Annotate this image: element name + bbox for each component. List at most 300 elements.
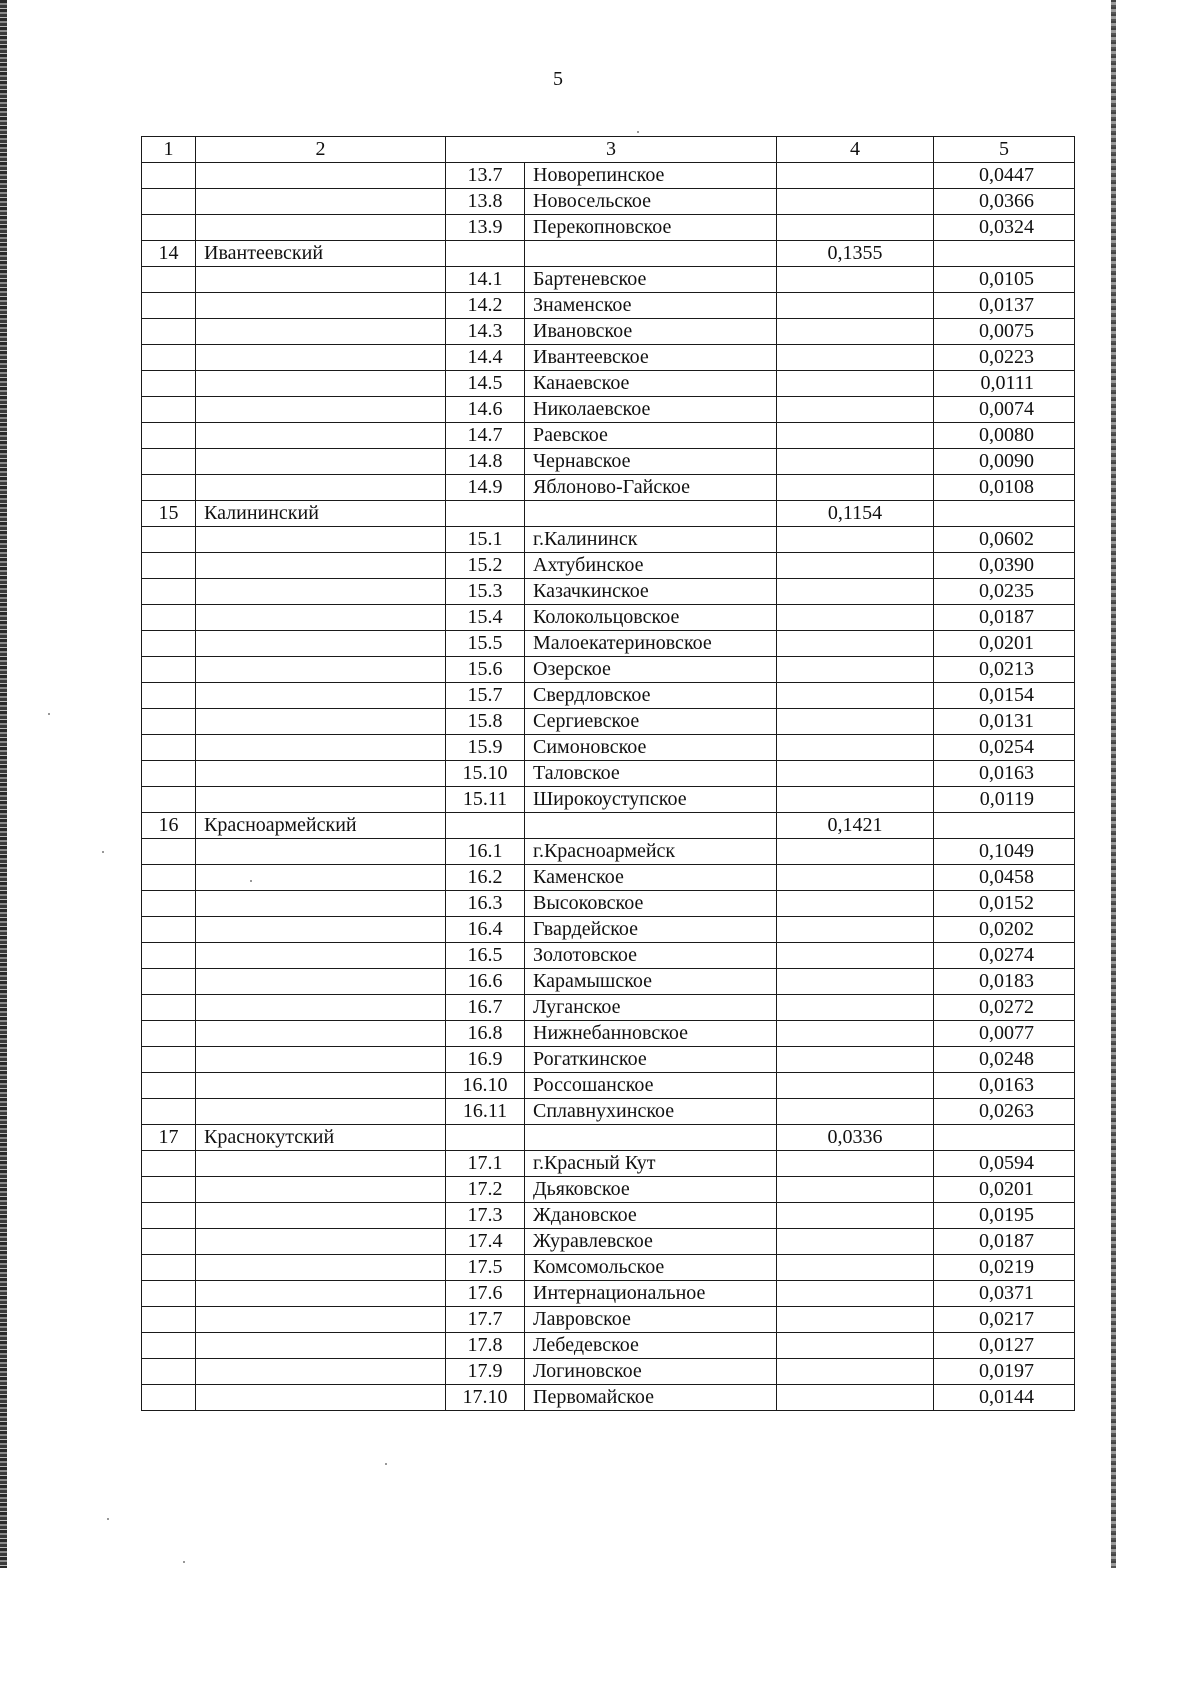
- settlement-value-cell: 0,0127: [934, 1333, 1075, 1359]
- empty-cell: [777, 527, 934, 553]
- settlement-number-cell: 17.4: [446, 1229, 525, 1255]
- settlement-value-cell: 0,0075: [934, 319, 1075, 345]
- settlement-name-cell: Рогаткинское: [525, 1047, 777, 1073]
- settlement-value-cell: 0,0458: [934, 865, 1075, 891]
- settlement-row: [142, 917, 1075, 943]
- settlement-number-cell: 16.5: [446, 943, 525, 969]
- empty-cell: [142, 839, 196, 865]
- empty-cell: [777, 631, 934, 657]
- empty-cell: [777, 1229, 934, 1255]
- settlement-number-cell: 17.7: [446, 1307, 525, 1333]
- settlement-row: [142, 345, 1075, 371]
- empty-cell: [777, 943, 934, 969]
- settlement-number-cell: 14.4: [446, 345, 525, 371]
- empty-cell: [446, 1125, 525, 1151]
- settlement-number-cell: 16.7: [446, 995, 525, 1021]
- district-row: [142, 1125, 1075, 1151]
- empty-cell: [777, 319, 934, 345]
- empty-cell: [777, 1073, 934, 1099]
- settlement-row: [142, 683, 1075, 709]
- settlement-row: [142, 631, 1075, 657]
- settlement-row: [142, 215, 1075, 241]
- empty-cell: [196, 657, 446, 683]
- settlement-value-cell: 0,0223: [934, 345, 1075, 371]
- empty-cell: [142, 397, 196, 423]
- empty-cell: [142, 345, 196, 371]
- settlement-number-cell: 15.4: [446, 605, 525, 631]
- settlement-row: [142, 1073, 1075, 1099]
- settlement-name-cell: Широкоуступское: [525, 787, 777, 813]
- empty-cell: [777, 189, 934, 215]
- page-number: 5: [553, 68, 563, 90]
- empty-cell: [525, 241, 777, 267]
- settlement-number-cell: 17.3: [446, 1203, 525, 1229]
- settlement-number-cell: 13.9: [446, 215, 525, 241]
- settlement-name-cell: Раевское: [525, 423, 777, 449]
- settlement-value-cell: 0,0235: [934, 579, 1075, 605]
- settlement-number-cell: 13.8: [446, 189, 525, 215]
- empty-cell: [142, 319, 196, 345]
- settlement-name-cell: Россошанское: [525, 1073, 777, 1099]
- empty-cell: [142, 1307, 196, 1333]
- empty-cell: [777, 1281, 934, 1307]
- empty-cell: [777, 371, 934, 397]
- settlement-number-cell: 17.10: [446, 1385, 525, 1411]
- empty-cell: [142, 787, 196, 813]
- settlement-row: [142, 475, 1075, 501]
- district-name-cell: Калининский: [196, 501, 446, 527]
- settlement-name-cell: Каменское: [525, 865, 777, 891]
- settlement-value-cell: 0,0217: [934, 1307, 1075, 1333]
- settlement-number-cell: 17.8: [446, 1333, 525, 1359]
- empty-cell: [196, 579, 446, 605]
- settlement-row: [142, 1047, 1075, 1073]
- settlement-row: [142, 1151, 1075, 1177]
- empty-cell: [142, 215, 196, 241]
- settlement-number-cell: 16.8: [446, 1021, 525, 1047]
- empty-cell: [777, 475, 934, 501]
- empty-cell: [196, 1099, 446, 1125]
- settlement-name-cell: Николаевское: [525, 397, 777, 423]
- district-number-cell: 15: [142, 501, 196, 527]
- empty-cell: [142, 1021, 196, 1047]
- settlement-value-cell: 0,0077: [934, 1021, 1075, 1047]
- settlement-row: [142, 1203, 1075, 1229]
- empty-cell: [142, 1281, 196, 1307]
- settlement-row: [142, 1333, 1075, 1359]
- empty-cell: [777, 1385, 934, 1411]
- empty-cell: [142, 553, 196, 579]
- settlement-value-cell: 0,0263: [934, 1099, 1075, 1125]
- settlement-number-cell: 16.2: [446, 865, 525, 891]
- empty-cell: [777, 1047, 934, 1073]
- settlement-name-cell: Сергиевское: [525, 709, 777, 735]
- settlement-name-cell: Канаевское: [525, 371, 777, 397]
- empty-cell: [142, 1073, 196, 1099]
- settlement-number-cell: 16.1: [446, 839, 525, 865]
- settlement-row: [142, 709, 1075, 735]
- empty-cell: [142, 1099, 196, 1125]
- district-name-cell: Ивантеевский: [196, 241, 446, 267]
- settlement-row: [142, 761, 1075, 787]
- settlement-name-cell: Симоновское: [525, 735, 777, 761]
- scan-speck: [48, 713, 50, 715]
- empty-cell: [142, 1359, 196, 1385]
- empty-cell: [142, 1333, 196, 1359]
- empty-cell: [934, 241, 1075, 267]
- empty-cell: [196, 1151, 446, 1177]
- settlement-name-cell: Колокольцовское: [525, 605, 777, 631]
- settlement-value-cell: 0,0187: [934, 1229, 1075, 1255]
- district-number-cell: 14: [142, 241, 196, 267]
- settlement-name-cell: Чернавское: [525, 449, 777, 475]
- scan-edge-left: [0, 0, 7, 1568]
- empty-cell: [777, 735, 934, 761]
- empty-cell: [525, 1125, 777, 1151]
- empty-cell: [777, 605, 934, 631]
- settlement-name-cell: Дьяковское: [525, 1177, 777, 1203]
- settlement-value-cell: 0,0254: [934, 735, 1075, 761]
- district-name-cell: Краснокутский: [196, 1125, 446, 1151]
- empty-cell: [196, 683, 446, 709]
- settlement-row: [142, 527, 1075, 553]
- settlement-number-cell: 15.2: [446, 553, 525, 579]
- settlement-value-cell: 0,0074: [934, 397, 1075, 423]
- empty-cell: [142, 423, 196, 449]
- district-row: [142, 813, 1075, 839]
- settlement-row: [142, 1229, 1075, 1255]
- empty-cell: [196, 1047, 446, 1073]
- empty-cell: [142, 891, 196, 917]
- settlement-name-cell: Перекопновское: [525, 215, 777, 241]
- empty-cell: [777, 397, 934, 423]
- settlement-name-cell: Лебедевское: [525, 1333, 777, 1359]
- settlement-name-cell: Ждановское: [525, 1203, 777, 1229]
- settlement-row: [142, 553, 1075, 579]
- settlement-number-cell: 17.1: [446, 1151, 525, 1177]
- column-header-3: 3: [446, 137, 777, 163]
- empty-cell: [777, 761, 934, 787]
- settlement-row: [142, 423, 1075, 449]
- district-value-cell: 0,1355: [777, 241, 934, 267]
- column-header-row: [142, 137, 1075, 163]
- settlement-name-cell: Ивантеевское: [525, 345, 777, 371]
- empty-cell: [777, 267, 934, 293]
- settlement-number-cell: 17.6: [446, 1281, 525, 1307]
- settlement-name-cell: Новорепинское: [525, 163, 777, 189]
- empty-cell: [777, 969, 934, 995]
- settlement-value-cell: 0,0080: [934, 423, 1075, 449]
- empty-cell: [142, 631, 196, 657]
- settlement-value-cell: 0,0366: [934, 189, 1075, 215]
- settlement-value-cell: 0,0219: [934, 1255, 1075, 1281]
- empty-cell: [446, 501, 525, 527]
- empty-cell: [142, 449, 196, 475]
- settlement-row: [142, 267, 1075, 293]
- settlement-value-cell: 0,0154: [934, 683, 1075, 709]
- empty-cell: [196, 943, 446, 969]
- empty-cell: [777, 683, 934, 709]
- empty-cell: [777, 657, 934, 683]
- empty-cell: [196, 293, 446, 319]
- empty-cell: [777, 1307, 934, 1333]
- settlement-number-cell: 17.2: [446, 1177, 525, 1203]
- settlement-value-cell: 0,0119: [934, 787, 1075, 813]
- settlement-row: [142, 1307, 1075, 1333]
- settlement-value-cell: 0,0594: [934, 1151, 1075, 1177]
- scan-speck: [637, 131, 639, 133]
- settlement-name-cell: Казачкинское: [525, 579, 777, 605]
- settlement-value-cell: 0,0111: [934, 371, 1075, 397]
- settlement-number-cell: 15.1: [446, 527, 525, 553]
- settlement-number-cell: 17.9: [446, 1359, 525, 1385]
- settlement-row: [142, 787, 1075, 813]
- empty-cell: [142, 709, 196, 735]
- settlement-number-cell: 15.6: [446, 657, 525, 683]
- settlement-name-cell: Высоковское: [525, 891, 777, 917]
- settlement-name-cell: Логиновское: [525, 1359, 777, 1385]
- settlement-row: [142, 1021, 1075, 1047]
- settlement-number-cell: 14.6: [446, 397, 525, 423]
- district-value-cell: 0,1154: [777, 501, 934, 527]
- empty-cell: [142, 943, 196, 969]
- empty-cell: [777, 891, 934, 917]
- settlement-value-cell: 0,0202: [934, 917, 1075, 943]
- settlement-number-cell: 16.4: [446, 917, 525, 943]
- column-header-4: 4: [777, 137, 934, 163]
- settlement-row: [142, 1281, 1075, 1307]
- empty-cell: [196, 1281, 446, 1307]
- settlement-value-cell: 0,0187: [934, 605, 1075, 631]
- empty-cell: [777, 293, 934, 319]
- empty-cell: [196, 371, 446, 397]
- empty-cell: [142, 579, 196, 605]
- empty-cell: [196, 839, 446, 865]
- settlement-value-cell: 0,0324: [934, 215, 1075, 241]
- settlement-name-cell: Луганское: [525, 995, 777, 1021]
- settlement-number-cell: 15.8: [446, 709, 525, 735]
- settlement-row: [142, 657, 1075, 683]
- empty-cell: [777, 1021, 934, 1047]
- empty-cell: [777, 423, 934, 449]
- empty-cell: [196, 319, 446, 345]
- settlement-row: [142, 189, 1075, 215]
- empty-cell: [142, 605, 196, 631]
- settlement-row: [142, 995, 1075, 1021]
- empty-cell: [142, 371, 196, 397]
- empty-cell: [142, 293, 196, 319]
- empty-cell: [777, 1177, 934, 1203]
- settlement-row: [142, 1385, 1075, 1411]
- settlement-name-cell: Интернациональное: [525, 1281, 777, 1307]
- empty-cell: [196, 865, 446, 891]
- empty-cell: [196, 969, 446, 995]
- settlement-value-cell: 0,0195: [934, 1203, 1075, 1229]
- scan-speck: [385, 1463, 387, 1465]
- settlement-number-cell: 14.9: [446, 475, 525, 501]
- settlement-row: [142, 371, 1075, 397]
- empty-cell: [934, 813, 1075, 839]
- settlement-name-cell: Яблоново-Гайское: [525, 475, 777, 501]
- column-header-2: 2: [196, 137, 446, 163]
- column-header-5: 5: [934, 137, 1075, 163]
- settlement-row: [142, 163, 1075, 189]
- settlement-value-cell: 0,0163: [934, 1073, 1075, 1099]
- settlement-value-cell: 0,0183: [934, 969, 1075, 995]
- empty-cell: [142, 527, 196, 553]
- empty-cell: [142, 995, 196, 1021]
- settlement-value-cell: 0,0371: [934, 1281, 1075, 1307]
- empty-cell: [777, 995, 934, 1021]
- empty-cell: [777, 345, 934, 371]
- settlement-name-cell: Ахтубинское: [525, 553, 777, 579]
- empty-cell: [777, 553, 934, 579]
- empty-cell: [142, 1177, 196, 1203]
- empty-cell: [142, 1047, 196, 1073]
- empty-cell: [142, 267, 196, 293]
- empty-cell: [196, 631, 446, 657]
- settlement-value-cell: 0,1049: [934, 839, 1075, 865]
- empty-cell: [196, 449, 446, 475]
- settlement-name-cell: Золотовское: [525, 943, 777, 969]
- scan-edge-right: [1111, 0, 1116, 1568]
- empty-cell: [777, 1255, 934, 1281]
- empty-cell: [446, 813, 525, 839]
- empty-cell: [196, 189, 446, 215]
- empty-cell: [196, 215, 446, 241]
- settlement-name-cell: Сплавнухинское: [525, 1099, 777, 1125]
- settlement-name-cell: Лавровское: [525, 1307, 777, 1333]
- settlement-value-cell: 0,0108: [934, 475, 1075, 501]
- settlement-row: [142, 1177, 1075, 1203]
- empty-cell: [196, 475, 446, 501]
- empty-cell: [196, 761, 446, 787]
- empty-cell: [777, 787, 934, 813]
- settlement-value-cell: 0,0131: [934, 709, 1075, 735]
- settlement-value-cell: 0,0090: [934, 449, 1075, 475]
- empty-cell: [142, 1151, 196, 1177]
- empty-cell: [142, 761, 196, 787]
- empty-cell: [196, 891, 446, 917]
- empty-cell: [142, 969, 196, 995]
- settlement-row: [142, 969, 1075, 995]
- empty-cell: [777, 865, 934, 891]
- district-row: [142, 241, 1075, 267]
- empty-cell: [777, 1333, 934, 1359]
- settlement-number-cell: 14.1: [446, 267, 525, 293]
- settlement-value-cell: 0,0144: [934, 1385, 1075, 1411]
- settlement-row: [142, 735, 1075, 761]
- settlement-number-cell: 16.6: [446, 969, 525, 995]
- settlement-number-cell: 14.8: [446, 449, 525, 475]
- settlement-value-cell: 0,0272: [934, 995, 1075, 1021]
- settlement-number-cell: 14.3: [446, 319, 525, 345]
- settlement-name-cell: Новосельское: [525, 189, 777, 215]
- empty-cell: [196, 1177, 446, 1203]
- settlement-row: [142, 1255, 1075, 1281]
- district-value-cell: 0,0336: [777, 1125, 934, 1151]
- empty-cell: [196, 1359, 446, 1385]
- empty-cell: [142, 735, 196, 761]
- empty-cell: [142, 865, 196, 891]
- settlement-name-cell: Гвардейское: [525, 917, 777, 943]
- settlement-number-cell: 13.7: [446, 163, 525, 189]
- settlement-value-cell: 0,0447: [934, 163, 1075, 189]
- settlement-name-cell: Свердловское: [525, 683, 777, 709]
- settlement-name-cell: Комсомольское: [525, 1255, 777, 1281]
- settlement-row: [142, 943, 1075, 969]
- empty-cell: [525, 501, 777, 527]
- settlement-number-cell: 15.7: [446, 683, 525, 709]
- settlement-value-cell: 0,0137: [934, 293, 1075, 319]
- settlement-name-cell: Первомайское: [525, 1385, 777, 1411]
- settlement-name-cell: г.Красный Кут: [525, 1151, 777, 1177]
- settlement-value-cell: 0,0248: [934, 1047, 1075, 1073]
- settlement-row: [142, 449, 1075, 475]
- settlement-value-cell: 0,0213: [934, 657, 1075, 683]
- settlement-name-cell: Ивановское: [525, 319, 777, 345]
- empty-cell: [777, 1359, 934, 1385]
- allocation-table: [141, 136, 1075, 1411]
- settlement-number-cell: 16.9: [446, 1047, 525, 1073]
- empty-cell: [934, 501, 1075, 527]
- empty-cell: [196, 605, 446, 631]
- empty-cell: [142, 189, 196, 215]
- settlement-name-cell: Малоекатериновское: [525, 631, 777, 657]
- empty-cell: [196, 709, 446, 735]
- settlement-name-cell: Знаменское: [525, 293, 777, 319]
- empty-cell: [142, 475, 196, 501]
- empty-cell: [142, 917, 196, 943]
- settlement-number-cell: 15.9: [446, 735, 525, 761]
- empty-cell: [777, 579, 934, 605]
- settlement-value-cell: 0,0105: [934, 267, 1075, 293]
- settlement-value-cell: 0,0390: [934, 553, 1075, 579]
- settlement-number-cell: 14.2: [446, 293, 525, 319]
- empty-cell: [196, 267, 446, 293]
- scan-speck: [250, 880, 252, 882]
- settlement-value-cell: 0,0163: [934, 761, 1075, 787]
- empty-cell: [934, 1125, 1075, 1151]
- empty-cell: [777, 917, 934, 943]
- settlement-number-cell: 16.11: [446, 1099, 525, 1125]
- settlement-number-cell: 15.10: [446, 761, 525, 787]
- column-header-1: 1: [142, 137, 196, 163]
- empty-cell: [777, 215, 934, 241]
- settlement-number-cell: 15.3: [446, 579, 525, 605]
- empty-cell: [196, 1333, 446, 1359]
- district-value-cell: 0,1421: [777, 813, 934, 839]
- empty-cell: [196, 163, 446, 189]
- empty-cell: [196, 397, 446, 423]
- district-number-cell: 16: [142, 813, 196, 839]
- empty-cell: [196, 1203, 446, 1229]
- scan-speck: [107, 1518, 109, 1520]
- settlement-number-cell: 14.7: [446, 423, 525, 449]
- settlement-name-cell: Таловское: [525, 761, 777, 787]
- settlement-value-cell: 0,0602: [934, 527, 1075, 553]
- settlement-number-cell: 15.11: [446, 787, 525, 813]
- district-name-cell: Красноармейский: [196, 813, 446, 839]
- settlement-row: [142, 293, 1075, 319]
- settlement-value-cell: 0,0201: [934, 631, 1075, 657]
- empty-cell: [196, 787, 446, 813]
- settlement-value-cell: 0,0152: [934, 891, 1075, 917]
- settlement-number-cell: 16.10: [446, 1073, 525, 1099]
- settlement-name-cell: Карамышское: [525, 969, 777, 995]
- empty-cell: [196, 423, 446, 449]
- settlement-name-cell: г.Калининск: [525, 527, 777, 553]
